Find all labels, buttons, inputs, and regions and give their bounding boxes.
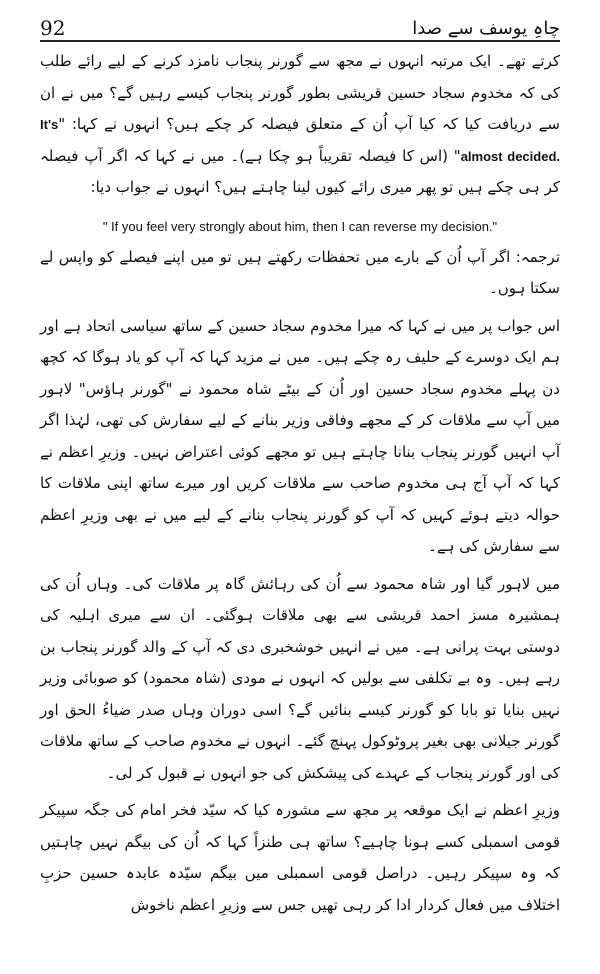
body-paragraph-1: اس جواب پر میں نے کہا کہ میرا مخدوم سجاد حسین کے ساتھ سیاسی اتحاد ہے اور ہم ایک دوسرے کے حلیف رہ چکے ہیں۔ میں نے مزید کہا کہ آپ کو یاد ہوگا کہ کچھ دن پہلے مخدوم سجاد حسین اور اُن کے بیٹے شاہ محمود نے "گورنر ہاؤس" لاہور میں آپ سے ملاقات کر کے مجھے وفاقی وزیر بنانے کے لیے سفارش کی تھی، لہٰذا اگر آپ انہیں گورنر پنجاب بنانا چاہتے ہیں تو مجھے کوئی اعتراض نہیں۔ وزیرِ اعظم نے کہا کہ آپ آج ہی مخدوم صاحب سے ملاقات کریں اور میرے ساتھ اپنی ملاقات کا حوالہ دیتے ہوئے کہیں کہ آپ کو گورنر پنجاب بنانے کے لیے میں نے بھی وزیرِ اعظم سے سفارش کی ہے۔ [40, 316, 560, 555]
english-phrase: It's almost decided. [40, 117, 560, 164]
page-body [40, 46, 560, 966]
running-title: چاہِ یوسف سے صدا [412, 18, 560, 39]
intro-paragraph [40, 46, 560, 204]
intro-text-after: " (اس کا فیصلہ تقریباً ہو چکا ہے)۔ میں نے کہا کہ اگر آپ فیصلہ کر ہی چکے ہیں تو پھر میری رائے کیوں لینا چاہتے ہیں؟ انہوں نے جواب دیا: [40, 146, 560, 196]
header-rule [40, 40, 560, 42]
english-quote: " If you feel very strongly about him, then I can reverse my decision." [102, 218, 498, 234]
body-paragraph-3: وزیرِ اعظم نے ایک موقعہ پر مجھ سے مشورہ کیا کہ سیّد فخر امام کی جگہ سپیکر قومی اسمبلی کسے ہونا چاہیے؟ ساتھ ہی طنزاً کہا کہ اُن کی بیگم نہیں چاہتیں کہ وہ سپیکر رہیں۔ دراصل قومی اسمبلی میں بیگم سیّدہ عابدہ حسین حزبِ اختلاف میں فعال کردار ادا کر رہی تھیں جس سے وزیرِ اعظم ناخوش [40, 801, 560, 914]
translation-paragraph: ترجمہ: اگر آپ اُن کے بارے میں تحفظات رکھتے ہیں تو میں اپنے فیصلے کو واپس لے سکتا ہوں۔ [40, 247, 560, 297]
intro-text-before: کرتے تھے۔ ایک مرتبہ انہوں نے مجھ سے گورنر پنجاب نامزد کرنے کے لیے رائے طلب کی کہ مخدوم سجاد حسین قریشی بطور گورنر پنجاب کیسے رہیں گے؟ میں نے ان سے دریافت کیا کہ کیا آپ اُن کے متعلق فیصلہ کر چکے ہیں؟ انہوں نے کہا: " [40, 52, 560, 133]
page-number: 92 [40, 16, 66, 40]
page-header [40, 8, 560, 38]
body-paragraph-2: میں لاہور گیا اور شاہ محمود سے اُن کی رہائش گاہ پر ملاقات کی۔ وہاں اُن کی ہمشیرہ مسز احمد قریشی سے بھی ملاقات ہوگئی۔ ان سے میری اہلیہ کی دوستی بہت پرانی ہے۔ میں نے انہیں خوشخبری دی کہ آپ کے والد گورنر پنجاب بن رہے ہیں۔ وہ بے تکلفی سے بولیں کہ انہوں نے مودی (شاہ محمود) کو صوبائی وزیر نہیں بنایا تو بابا کو گورنر کیسے بنائیں گے؟ اسی دوران وہاں صدر ضیاءُ الحق اور گورنر جیلانی بھی بغیر پروٹوکول پہنچ گئے۔ انہوں نے مخدوم صاحب کے ساتھ ملاقات کی اور گورنر پنجاب کے عہدے کی پیشکش کی جو انہوں نے قبول کر لی۔ [40, 574, 560, 782]
